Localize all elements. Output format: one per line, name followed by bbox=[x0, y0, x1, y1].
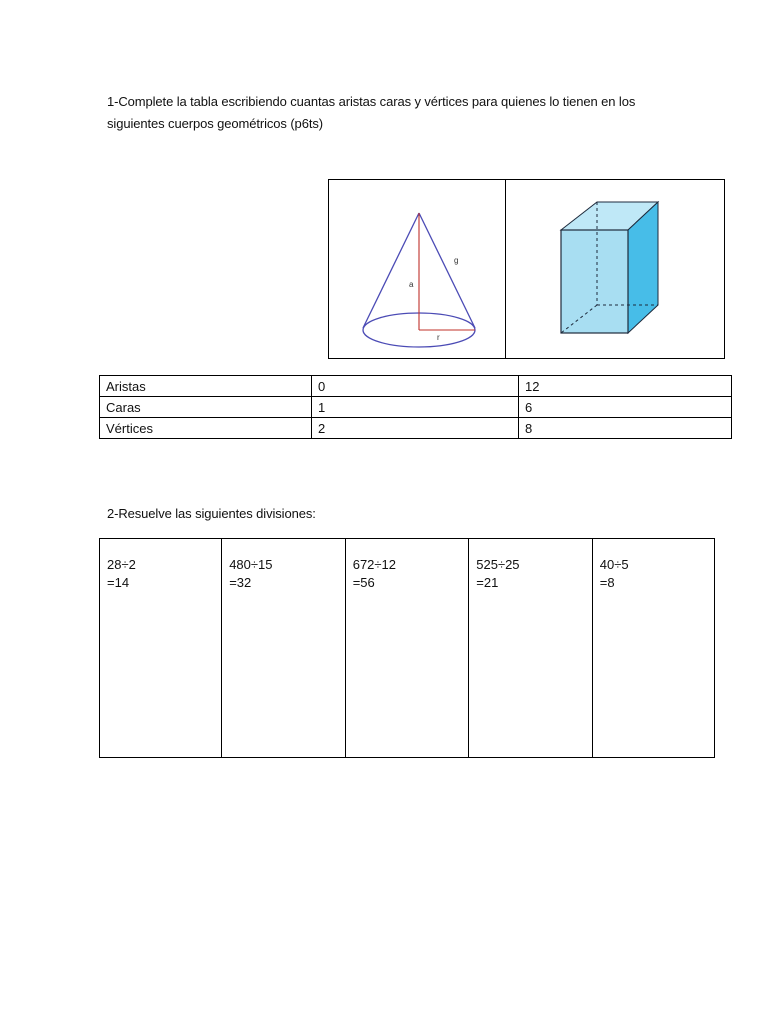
division-expression: 525÷25 bbox=[476, 557, 520, 572]
solids-row-label: Vértices bbox=[100, 418, 312, 439]
division-result: =56 bbox=[352, 575, 375, 590]
solids-prism-value: 12 bbox=[519, 376, 732, 397]
cone-drawing bbox=[329, 180, 507, 360]
solids-prism-value: 8 bbox=[519, 418, 732, 439]
cone-right-side bbox=[419, 213, 475, 328]
solids-table-row bbox=[100, 418, 732, 439]
division-cell bbox=[592, 539, 714, 758]
division-result: =8 bbox=[599, 575, 615, 590]
solids-table bbox=[99, 375, 732, 439]
division-result: =32 bbox=[229, 575, 252, 590]
division-result: =21 bbox=[476, 575, 499, 590]
solids-row-label: Caras bbox=[100, 397, 312, 418]
prism-front-face bbox=[561, 230, 628, 333]
division-expression: 480÷15 bbox=[229, 557, 273, 572]
cone-label-height: a bbox=[409, 280, 414, 289]
solids-prism-value: 6 bbox=[519, 397, 732, 418]
division-cell bbox=[469, 539, 593, 758]
division-cell bbox=[100, 539, 222, 758]
cone-left-side bbox=[363, 213, 419, 328]
cone-label-slant: g bbox=[454, 256, 459, 265]
cone-label-radius: r bbox=[437, 333, 440, 342]
question-2-title: 2-Resuelve las siguientes divisiones: bbox=[107, 506, 316, 521]
division-result: =14 bbox=[107, 575, 130, 590]
cone-figure-frame bbox=[328, 179, 506, 359]
solids-row-label: Aristas bbox=[100, 376, 312, 397]
division-expression: 672÷12 bbox=[352, 557, 397, 572]
solids-cone-value: 1 bbox=[312, 397, 519, 418]
prism-drawing bbox=[505, 180, 725, 360]
solids-table-row bbox=[100, 376, 732, 397]
solids-cone-value: 2 bbox=[312, 418, 519, 439]
solids-cone-value: 0 bbox=[312, 376, 519, 397]
question-1-title: 1-Complete la tabla escribiendo cuantas aristas caras y vértices para quienes lo tienen en los siguientes cuerpos geométricos (p6ts) bbox=[107, 94, 636, 131]
prism-figure-frame bbox=[505, 179, 725, 359]
division-expression: 40÷5 bbox=[599, 557, 629, 572]
divisions-table bbox=[99, 538, 715, 758]
division-expression: 28÷2 bbox=[107, 557, 136, 572]
solids-table-row bbox=[100, 397, 732, 418]
divisions-row bbox=[100, 539, 715, 758]
division-cell bbox=[345, 539, 469, 758]
division-cell bbox=[222, 539, 346, 758]
